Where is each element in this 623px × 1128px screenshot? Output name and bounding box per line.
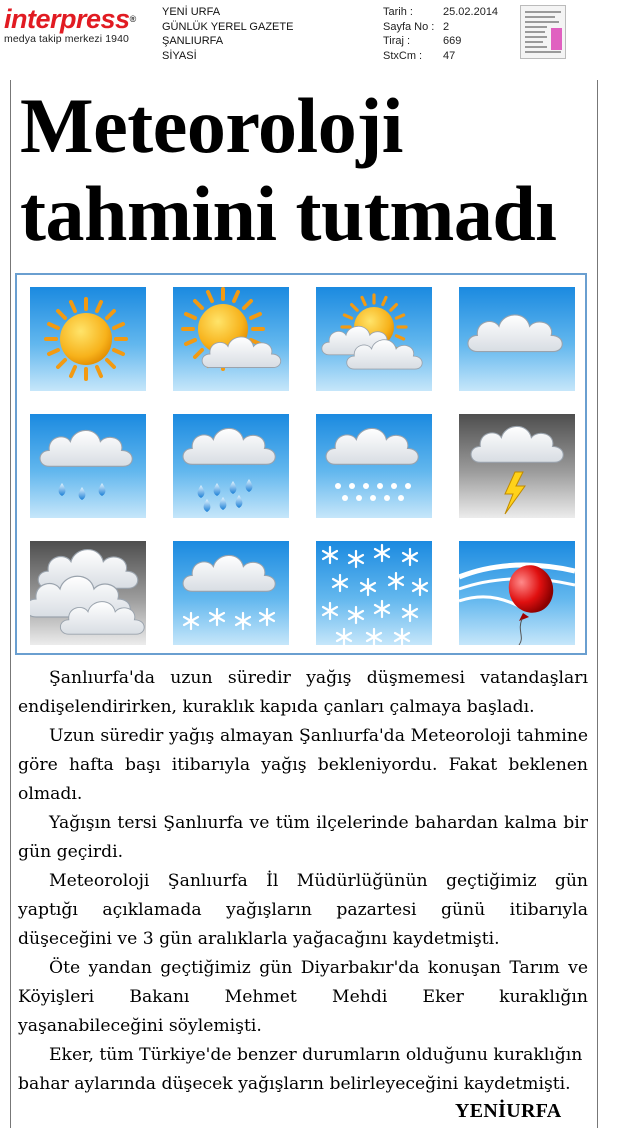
meta-value: 669	[443, 35, 462, 47]
clipping-meta	[383, 5, 498, 63]
article-paragraph: Meteoroloji Şanlıurfa İl Müdürlüğünün geçtiğimiz gün yaptığı açıklamada yağışların pazartesi günü itibarıyla düşeceğini ve 3 gün aralıklarla yağacağını kaydetmişti.	[18, 871, 588, 949]
weather-icons-grid	[15, 273, 587, 655]
article-paragraph: Eker, tüm Türkiye'de benzer durumların olduğunu kuraklığın bahar aylarında düşecek yağışların belirleyeceğini kaydetmişti.	[18, 1045, 583, 1094]
logo-registered-mark: ®	[129, 14, 136, 24]
publication-info	[162, 5, 293, 63]
logo-subtitle: medya takip merkezi 1940	[4, 33, 129, 45]
meta-key: Tarih :	[383, 6, 413, 18]
meta-key: Sayfa No :	[383, 20, 435, 33]
meta-row-stxcm	[383, 49, 498, 64]
sun-icon	[30, 287, 146, 391]
meta-key: StxCm :	[383, 49, 423, 62]
wind-icon	[459, 541, 575, 645]
article-paragraph: Şanlıurfa'da uzun süredir yağış düşmemesi vatandaşları endişelendirirken, kuraklık kapıda çanları çalmaya başladı.	[18, 668, 588, 717]
publication-name: YENİ URFA	[162, 6, 221, 18]
light-rain-icon	[30, 414, 146, 518]
snow-icon	[316, 541, 432, 645]
interpress-logo	[4, 6, 150, 50]
rain-icon	[173, 414, 289, 518]
light-snow-icon	[173, 541, 289, 645]
meta-row-date	[383, 5, 498, 20]
article-headline: Meteoroloji tahmini tutmadı	[20, 82, 557, 257]
thunderstorm-icon	[459, 414, 575, 518]
meta-value: 2	[443, 20, 450, 33]
article-paragraph: Yağışın tersi Şanlıurfa ve tüm ilçelerinde bahardan kalma bir gün geçirdi.	[18, 813, 588, 862]
publication-type: GÜNLÜK YEREL GAZETE	[162, 20, 294, 33]
meta-row-circulation	[383, 34, 498, 49]
article-body	[18, 664, 588, 1099]
article-paragraph: Öte yandan geçtiğimiz gün Diyarbakır'da konuşan Tarım ve Köyişleri Bakanı Mehmet Mehdi Eker kuraklığın yaşanabileceğini söylemişti.	[18, 958, 588, 1036]
publication-category: SİYASİ	[162, 49, 197, 62]
logo-text: interpress	[4, 4, 130, 34]
publication-city: ŞANLIURFA	[162, 35, 224, 47]
sun-cloud-icon	[173, 287, 289, 391]
article-byline: YENİURFA	[455, 1100, 562, 1122]
meta-key: Tiraj :	[383, 35, 411, 47]
mostly-cloudy-icon	[316, 287, 432, 391]
overcast-icon	[30, 541, 146, 645]
meta-value: 25.02.2014	[443, 6, 499, 18]
meta-value: 47	[443, 49, 456, 62]
meta-row-page	[383, 20, 498, 35]
article-paragraph: Uzun süredir yağış almayan Şanlıurfa'da Meteoroloji tahmine göre hafta başı itibarıyla yağış bekleniyordu. Fakat beklenen olmadı.	[18, 726, 588, 804]
page-thumbnail	[520, 5, 566, 59]
hail-icon	[316, 414, 432, 518]
cloud-icon	[459, 287, 575, 391]
